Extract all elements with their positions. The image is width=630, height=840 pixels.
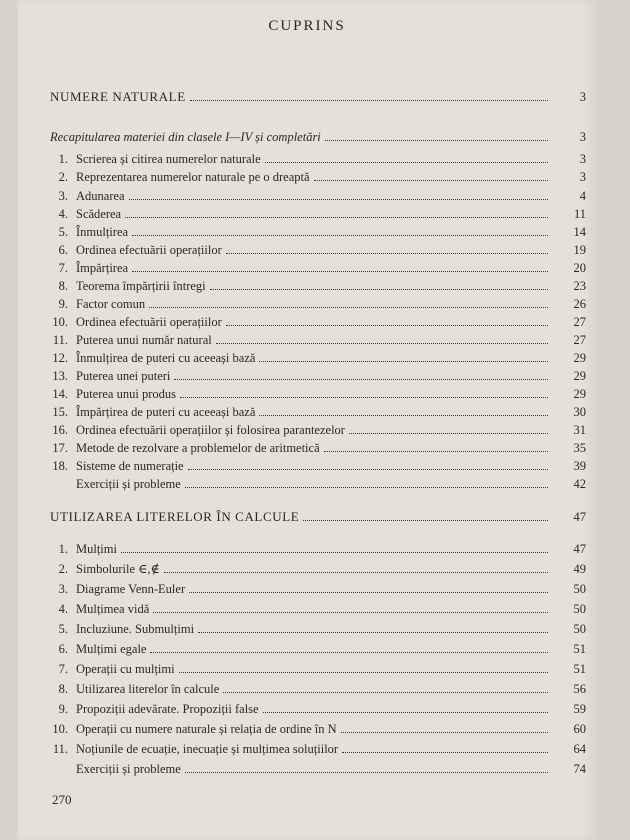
dot-leader [132, 269, 548, 272]
toc-entry-number: 5. [58, 622, 68, 636]
dot-leader [150, 650, 548, 653]
dot-leader [180, 395, 548, 398]
toc-entry-page: 59 [573, 702, 586, 716]
toc-entry-number: 2. [58, 170, 68, 184]
toc-entry-page: 60 [573, 722, 586, 736]
toc-entry [18, 700, 596, 718]
toc-entry [18, 385, 596, 403]
toc-entry-page: 26 [573, 297, 586, 311]
toc-entry-page: 30 [573, 405, 586, 419]
toc-entry-number: 4. [58, 207, 68, 221]
dot-leader [324, 449, 548, 452]
toc-entry-title: Incluziune. Submulțimi [76, 622, 195, 636]
toc-entry-number: 14. [52, 387, 68, 401]
toc-entry [18, 331, 596, 349]
toc-entry [18, 313, 596, 331]
toc-entry-title: Mulțimea vidă [76, 602, 150, 616]
toc-entry-title: Împărțirea [76, 261, 129, 275]
toc-entry-number: 11. [52, 333, 68, 347]
toc-entry-title: Adunarea [76, 189, 125, 203]
toc-entry [18, 620, 596, 638]
toc-entry-number: 9. [58, 702, 68, 716]
toc-entry [18, 540, 596, 558]
toc-entry [18, 660, 596, 678]
toc-entry-title: Ordinea efectuării operațiilor și folosirea parantezelor [76, 423, 345, 437]
toc-entry-page: 20 [573, 261, 586, 275]
toc-entry-number: 3. [58, 582, 68, 596]
toc-entry [18, 403, 596, 421]
toc-entry-page: 3 [579, 130, 586, 144]
toc-entry-number: 4. [58, 602, 68, 616]
toc-entry [18, 349, 596, 367]
toc-entry-page: 3 [579, 152, 586, 166]
toc-entry-page: 51 [573, 642, 586, 656]
toc-entry-title: Scrierea și citirea numerelor naturale [76, 152, 261, 166]
dot-leader [314, 178, 548, 181]
dot-leader [342, 750, 548, 753]
toc-entry-title: Recapitularea materiei din clasele I—IV și completări [50, 130, 321, 144]
toc-entry-number: 8. [58, 682, 68, 696]
dot-leader [164, 570, 548, 573]
toc-entry-number: 6. [58, 642, 68, 656]
toc-entry-title: Reprezentarea numerelor naturale pe o dreaptă [76, 170, 310, 184]
toc-entry-title: Factor comun [76, 297, 146, 311]
toc-entry-page: 27 [573, 333, 586, 347]
dot-leader [125, 215, 548, 218]
toc-entry-title: Teorema împărțirii întregi [76, 279, 206, 293]
toc-entry-page: 64 [573, 742, 586, 756]
toc-entry [18, 439, 596, 457]
toc-entry-title: Mulțimi egale [76, 642, 147, 656]
dot-leader [185, 770, 548, 773]
dot-leader [210, 287, 548, 290]
toc-entry-number: 1. [58, 542, 68, 556]
toc-entry-title: Utilizarea literelor în calcule [76, 682, 220, 696]
toc-entry-title: Înmulțirea [76, 225, 129, 239]
dot-leader [129, 197, 548, 200]
toc-entry-page: 23 [573, 279, 586, 293]
toc-entry-number: 9. [58, 297, 68, 311]
toc-entry-number: 13. [52, 369, 68, 383]
toc-entry-number: 15. [52, 405, 68, 419]
toc-entry [18, 128, 596, 146]
dot-leader [265, 160, 548, 163]
dot-leader [325, 138, 548, 141]
toc-entry-number: 10. [52, 315, 68, 329]
dot-leader [132, 233, 548, 236]
toc-entry-title: Înmulțirea de puteri cu aceeași bază [76, 351, 256, 365]
dot-leader [259, 413, 548, 416]
toc-entry-title: Operații cu mulțimi [76, 662, 175, 676]
dot-leader [149, 305, 548, 308]
toc-entry [18, 150, 596, 168]
toc-entry-page: 50 [573, 582, 586, 596]
toc-entry-title: Exerciții și probleme [76, 762, 181, 776]
toc-entry-number: 18. [52, 459, 68, 473]
footer-page-number: 270 [52, 792, 72, 807]
dot-leader [341, 730, 548, 733]
toc-entry [18, 720, 596, 738]
dot-leader [223, 690, 548, 693]
toc-entry-page: 50 [573, 622, 586, 636]
dot-leader [188, 467, 548, 470]
dot-leader [349, 431, 548, 434]
toc-entry-title: Noțiunile de ecuație, inecuație și mulțimea soluțiilor [76, 742, 339, 756]
dot-leader [121, 550, 548, 553]
page-title: CUPRINS [268, 18, 346, 34]
toc-entry-title: NUMERE NATURALE [50, 89, 186, 104]
toc-entry-page: 29 [573, 369, 586, 383]
toc-entry-page: 31 [573, 423, 586, 437]
toc-entry-page: 11 [573, 207, 586, 221]
toc-section [18, 508, 596, 526]
toc-entry-title: Exerciții și probleme [76, 477, 181, 491]
toc-entry-title: Operații cu numere naturale și relația de ordine în N [76, 722, 337, 736]
toc-entry [18, 259, 596, 277]
toc-entry-title: Mulțimi [76, 542, 117, 556]
dot-leader [226, 323, 548, 326]
dot-leader [216, 341, 548, 344]
dot-leader [190, 98, 548, 101]
toc-entry [18, 580, 596, 598]
toc-entry-page: 47 [573, 542, 586, 556]
toc-entry-page: 29 [573, 351, 586, 365]
toc-entry-number: 2. [58, 562, 68, 576]
book-page [18, 0, 596, 840]
dot-leader [259, 359, 548, 362]
toc-entry-title: Ordinea efectuării operațiilor [76, 315, 222, 329]
toc-entry-title: Scăderea [76, 207, 122, 221]
toc-entry [18, 560, 596, 578]
toc-entry-title: UTILIZAREA LITERELOR ÎN CALCULE [50, 509, 300, 524]
toc-entry-page: 50 [573, 602, 586, 616]
toc-entry-title: Propoziții adevărate. Propoziții false [76, 702, 259, 716]
toc-entry-page: 51 [573, 662, 586, 676]
toc-entry-title: Ordinea efectuării operațiilor [76, 243, 222, 257]
toc-entry-page: 42 [573, 477, 586, 491]
toc-entry-page: 29 [573, 387, 586, 401]
toc-entry-page: 74 [573, 762, 586, 776]
toc-entry [18, 205, 596, 223]
toc-entry-page: 39 [573, 459, 586, 473]
toc-entry-page: 3 [579, 90, 586, 104]
toc-entry [18, 277, 596, 295]
toc-entry [18, 457, 596, 475]
dot-leader [174, 377, 548, 380]
toc-entry-page: 35 [573, 441, 586, 455]
toc-entry-number: 7. [58, 662, 68, 676]
toc-entry-title: Diagrame Venn-Euler [76, 582, 186, 596]
toc-entry-number: 3. [58, 189, 68, 203]
toc-entry-page: 47 [573, 510, 586, 524]
toc-entry-title: Metode de rezolvare a problemelor de aritmetică [76, 441, 320, 455]
toc-entry-title: Puterea unui produs [76, 387, 176, 401]
toc-entry-page: 27 [573, 315, 586, 329]
toc-entry [18, 740, 596, 758]
dot-leader [198, 630, 548, 633]
toc-entry-title: Puterea unei puteri [76, 369, 171, 383]
toc-entry-number: 6. [58, 243, 68, 257]
dot-leader [226, 251, 548, 254]
dot-leader [179, 670, 548, 673]
toc-entry-number: 5. [58, 225, 68, 239]
toc-entry-page: 19 [573, 243, 586, 257]
toc-entry [18, 640, 596, 658]
toc-entry [18, 367, 596, 385]
toc-entry-title: Puterea unui număr natural [76, 333, 212, 347]
toc-entry-title: Simbolurile ∈,∉ [76, 562, 160, 576]
toc-entry [18, 187, 596, 205]
dot-leader [189, 590, 548, 593]
dot-leader [303, 518, 548, 521]
toc-entry [18, 241, 596, 259]
toc-entry [18, 600, 596, 618]
toc-entry-number: 12. [52, 351, 68, 365]
toc-entry [18, 223, 596, 241]
toc-entry-number: 10. [52, 722, 68, 736]
toc-entry-title: Sisteme de numerație [76, 459, 184, 473]
dot-leader [185, 485, 548, 488]
toc-entry-page: 49 [573, 562, 586, 576]
toc-entry-number: 1. [58, 152, 68, 166]
toc-entry-page: 14 [573, 225, 586, 239]
toc-entry-number: 11. [52, 742, 68, 756]
toc-entry [18, 475, 596, 493]
dot-leader [263, 710, 548, 713]
toc-entry-number: 7. [58, 261, 68, 275]
toc-entry-title: Împărțirea de puteri cu aceeași bază [76, 405, 256, 419]
dot-leader [153, 610, 548, 613]
toc-entry-page: 4 [579, 189, 586, 203]
toc-section [18, 88, 596, 106]
toc-entry-page: 56 [573, 682, 586, 696]
toc-entry-number: 8. [58, 279, 68, 293]
toc-entry-number: 17. [52, 441, 68, 455]
toc-entry [18, 168, 596, 186]
toc-entry-number: 16. [52, 423, 68, 437]
toc-entry [18, 760, 596, 778]
toc-entry [18, 421, 596, 439]
toc-entry [18, 295, 596, 313]
toc-entry [18, 680, 596, 698]
toc-entry-page: 3 [579, 170, 586, 184]
